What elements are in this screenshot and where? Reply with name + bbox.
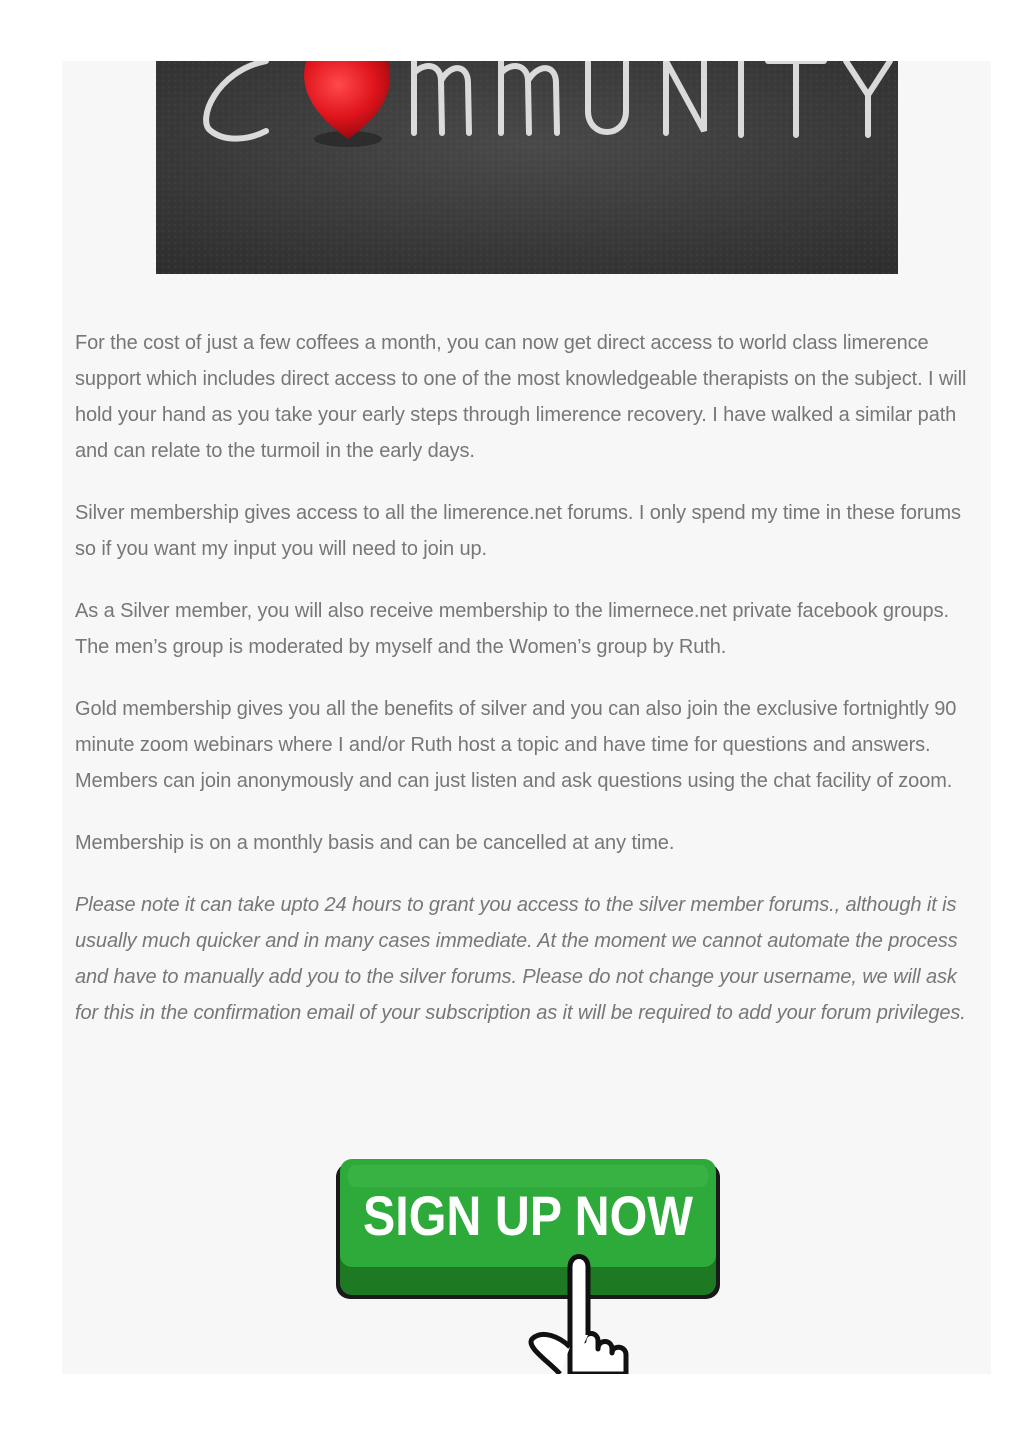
access-note-paragraph: Please note it can take upto 24 hours to grant you access to the silver member forums., although it is usually much quicker and in many cases immediate. At the moment we cannot automate the process and have to manually add you to the silver forums. Please do not change your username, we will ask for this in the confirmation email of your subscription as it will be required to add your forum privileges. [75,894,966,1024]
facebook-groups-paragraph: As a Silver member, you will also receive membership to the limernece.net private facebook groups. The men’s group is moderated by myself and the Women’s group by Ruth. [75,600,949,658]
membership-description [75,325,981,1057]
community-hero-image [156,61,898,274]
intro-paragraph: For the cost of just a few coffees a month, you can now get direct access to world class limerence support which includes direct access to one of the most knowledgeable therapists on the subject. I will hold your hand as you take your early steps through limerence recovery. I have walked a similar path and can relate to the turmoil in the early days. [75,332,967,462]
cancellation-paragraph: Membership is on a monthly basis and can be cancelled at any time. [75,832,675,854]
sign-up-now-label: SIGN UP NOW [363,1184,694,1247]
content-card [62,61,991,1374]
sign-up-now-button[interactable] [334,1157,722,1374]
gold-membership-paragraph: Gold membership gives you all the benefits of silver and you can also join the exclusive fortnightly 90 minute zoom webinars where I and/or Ruth host a topic and have time for questions and answers. Members can join anonymously and can just listen and ask questions using the chat facility of zoom. [75,698,957,792]
silver-membership-paragraph: Silver membership gives access to all the limerence.net forums. I only spend my time in these forums so if you want my input you will need to join up. [75,502,961,560]
chalkboard-graphic [156,61,898,274]
